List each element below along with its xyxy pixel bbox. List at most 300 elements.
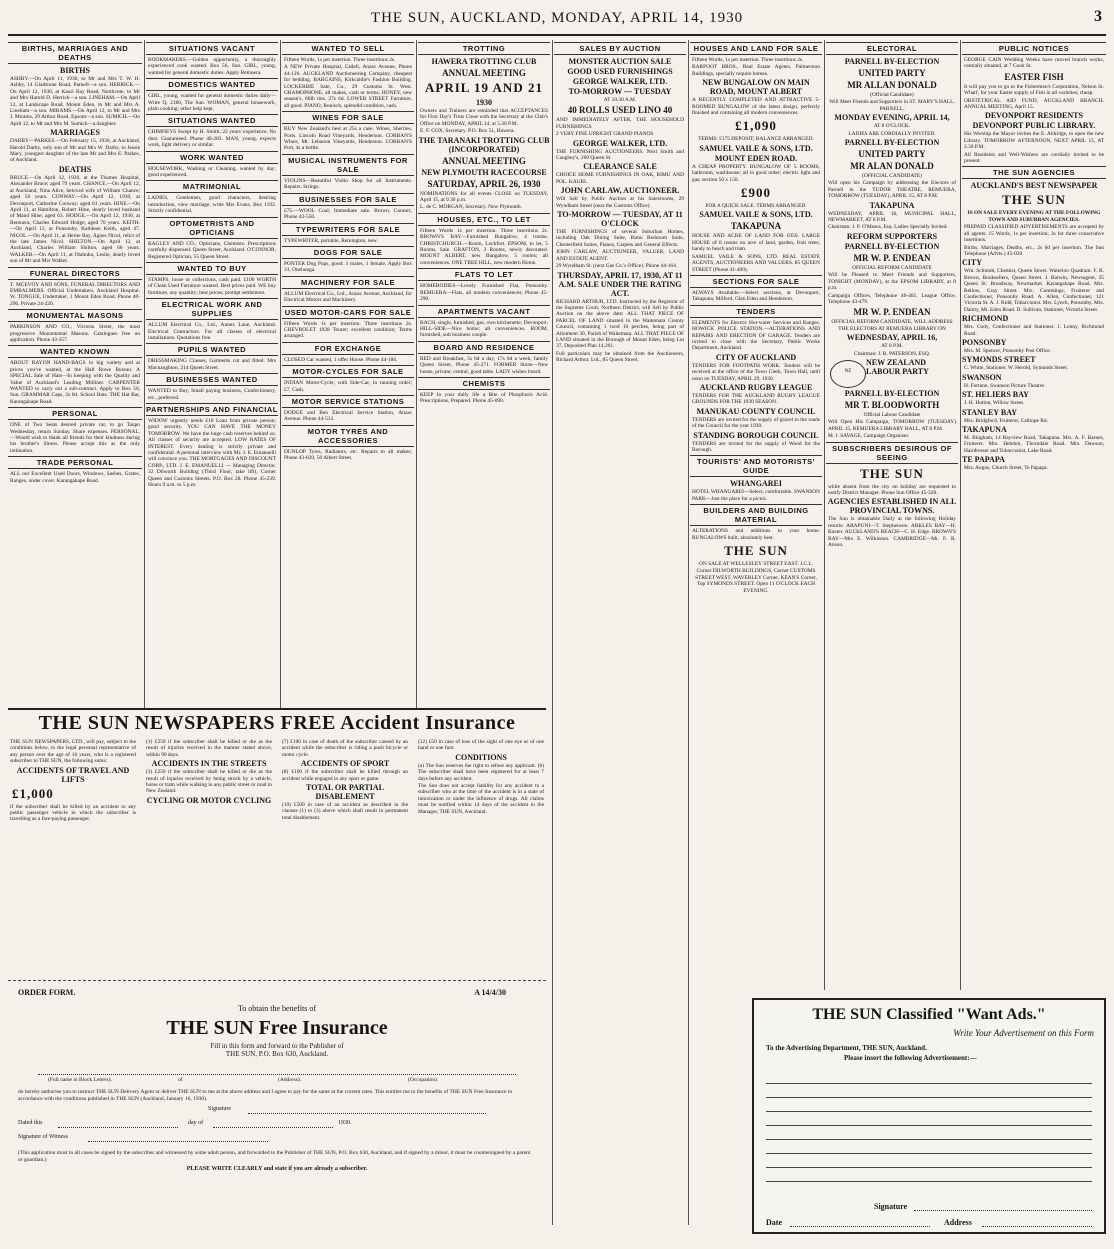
notice-title: EASTER FISH bbox=[1004, 71, 1064, 82]
sun-logo: THE SUN bbox=[860, 465, 924, 481]
ad-text: Corner DILWORTH BUILDINGS, Corner CUSTOMS STREET WEST, WAVERLEY Corner, KEAN'S Corner, Top SYMONDS STREET. Open 11 O'CLOCK EACH EVENING. bbox=[695, 568, 817, 594]
banner-rule bbox=[8, 708, 546, 710]
column-rule bbox=[688, 40, 689, 1225]
subheading: MARRIAGES bbox=[50, 128, 100, 138]
field-captions bbox=[8, 1077, 546, 1087]
insurance-text: The Sun does not accept liability for any accident to a subscriber who at the time of the accident is in a state of intoxication or under the influence of drugs. All claims must be notified within 14 days of the accident to the Manager, THE SUN, Auckland. bbox=[418, 783, 544, 815]
ad-text: DRESSMAKING Classes, Garments cut and fitted. Mrs Macnaughton, 214 Queen Street. bbox=[148, 358, 276, 371]
insurance-text: (12) £50 in case of loss of the sight of one eye or of one hand or one foot. bbox=[418, 739, 544, 752]
want-signature-label: Signature bbox=[874, 1202, 908, 1211]
ad-text: BAGLEY AND CO., Opticians, Chemists. Prescriptions carefully dispensed. Queen Street, Auckland. O'CONNOR, Registered Optician, 55 Queen Street. bbox=[148, 240, 276, 260]
labour-emblem-icon: NZ bbox=[830, 360, 866, 388]
agency-area: SYMONDS STREET bbox=[962, 355, 1036, 365]
ad-text: HOUSEWORK, Washing or Cleaning, wanted by day; good experienced. bbox=[148, 165, 276, 179]
section-heading: WANTED TO BUY bbox=[146, 262, 278, 275]
ad-text: BED and Breakfast, 5s 6d a day, 17s 6d a week, family Queen Street, Phone 45-271. FORMER Stone—New house, private; central, good table. LADY wishes board. bbox=[420, 355, 548, 375]
agency-list: Mrs. M. Spencer, Ponsonby Post Office. bbox=[964, 347, 1051, 354]
form-instruction: Fill in this form and forward to the Publisher of bbox=[210, 1042, 344, 1050]
ad-text: TENDERS are invited for the supply of gravel to the roads of the Council for the year 1930. bbox=[692, 416, 820, 430]
ad-text: ALWAYS Available.—Select sections, at Devonport, Takapuna, Milford, Glen Eden and Henderson. bbox=[692, 289, 820, 303]
ad-text: BACH, single, furnished, gas, own kitchenette; Devonport. HILL-SIDE—Nice home; all conveniences. ROOM, furnished, suit business couple. bbox=[420, 319, 548, 339]
deaths-text: BRUCE.—On April 12, 1930, at the Thames Hospital, Alexander Bruce; aged 79 years. CHANCE.—On April 12, at Auckland, Nina Alice, beloved wife of William Chance; aged 56 years. CONWAY.—On April 12, 1930, at Devonport, Catherine Conway; aged 81 years. HINE.—On April 11, at Hamilton, Robert Hine, dearly loved husband of Maud Hine; aged 63. HODGE.—On April 12, 1930, at Remuera, Charles Edward Hodge, aged 70 years. KEITH.—On April 12, at Ponsonby, Kathleen Keith, aged 47. NICOL.—On April 11, at Herne Bay, Agnes Nicol, relict of the late James Nicol. SHILTON.—On April 12, at Auckland, Charles William Shilton, aged 66 years. WALKER.—On April 11, at Otahuhu, Leslie, dearly loved son of Mr and Mrs Walker. bbox=[10, 174, 140, 265]
ad-text: E. F. COX, Secretary. P.O. Box 51, Hawera. bbox=[420, 128, 515, 135]
insurance-text: (3) £250 if the subscriber shall be killed or die as the result of injuries received by being struck by a vehicle, horse or tram while walking in any public street or road in New Zealand. bbox=[146, 769, 272, 795]
dated-label: Dated this bbox=[18, 1120, 43, 1126]
ad-text: Will Open His Campaign, TOMORROW (TUESDAY) APRIL 15, REMUERA LIBRARY HALL, AT 8 P.M. bbox=[828, 419, 956, 432]
section-heading: PERSONAL bbox=[8, 407, 142, 420]
signature-label: Signature bbox=[208, 1106, 231, 1112]
ad-text: IS ON SALE EVERY EVENING AT THE FOLLOWING TOWN AND SUBURBAN AGENCIES. bbox=[967, 210, 1101, 223]
auctioneer-name: JOHN CARLAW, AUCTIONEER. bbox=[560, 186, 680, 196]
section-heading: TOURISTS' AND MOTORISTS' GUIDE bbox=[690, 455, 822, 477]
location-name: TAKAPUNA bbox=[869, 200, 915, 210]
day-of-label: day of bbox=[188, 1120, 204, 1126]
section-heading: BUSINESSES FOR SALE bbox=[282, 193, 414, 206]
advertisement-lines[interactable] bbox=[766, 1070, 1092, 1190]
section-heading: DOMESTICS WANTED bbox=[146, 78, 278, 91]
column-rule bbox=[960, 40, 961, 990]
section-heading: MACHINERY FOR SALE bbox=[282, 276, 414, 289]
wanted-known-text: ABOUT RAYON HAND-BAGS in big variety and at prices you've wanted, at the Hall Rowe Bureau. A SPECIAL Sale of Hats—In keeping with the Quality and Value of Auckland's Leading Milliner. CARPENTER WANTED to carry out a sub-contract. Apply to Box 56, Sun. GRAMMAR Caps, 2s 6d. School Hats. THE Hat Bar, Karangahape Road. bbox=[10, 360, 140, 405]
column-rule bbox=[824, 40, 825, 990]
ad-text: WEDNESDAY, APRIL 16, MUNICIPAL HALL, NEWMARKET, AT 8 P.M. bbox=[828, 210, 956, 224]
notice-title: CITY OF AUCKLAND bbox=[715, 352, 797, 362]
section-heading: DOGS FOR SALE bbox=[282, 246, 414, 259]
agency-area: RICHMOND bbox=[962, 314, 1009, 324]
notice-title: AUCKLAND RUGBY LEAGUE bbox=[699, 382, 813, 392]
section-heading: WANTED KNOWN bbox=[8, 345, 142, 358]
agent-name: SAMUEL VAILE & SONS, LTD. bbox=[699, 143, 813, 153]
ad-text: Chairman: J. P. O'Meara, Esq. Ladies Specially Invited. bbox=[828, 224, 948, 231]
course-name: NEW PLYMOUTH RACECOURSE bbox=[421, 167, 547, 177]
sun-logo: THE SUN bbox=[1002, 192, 1066, 208]
ad-text: WANTED to Buy, Small paying business, Confectionery, etc., preferred. bbox=[148, 388, 276, 401]
ad-text: BARFOOT BROS., Real Estate Agents, Palmerston Buildings, specially require homes. bbox=[692, 64, 820, 77]
labour-block bbox=[826, 358, 958, 388]
ad-text: M. J. SAVAGE, Campaign Organiser. bbox=[828, 433, 910, 440]
ad-text: SAMUEL VAILE & SONS, LTD. REAL ESTATE AGENTS, AUCTIONEERS AND VALUERS. 85 QUEEN STREET (Phone 41-400). bbox=[692, 253, 820, 273]
listing-title: TAKAPUNA bbox=[730, 221, 782, 232]
club-name: THE TARANAKI TROTTING CLUB (INCORPORATED) bbox=[418, 135, 550, 154]
candidate-name: MR W. P. ENDEAN bbox=[853, 307, 931, 318]
section-heading: CHEMISTS bbox=[418, 377, 550, 390]
section-heading: WANTED TO SELL bbox=[282, 42, 414, 55]
agency-area: SWANSON bbox=[962, 372, 1002, 382]
ad-text: Fifteen Words, 1s per insertion. Three insertions 2s. bbox=[284, 57, 396, 63]
agency-list: C. White, Stationer. W. Herold, Symonds Street. bbox=[964, 365, 1069, 372]
funeral-text: T. MCEVOY AND SONS, FUNERAL DIRECTORS AND EMBALMERS. Official Undertakers, Auckland Hospital. W. TONGUE, Undertaker, 1 Mount Eden Road. Phone 40-296. Private 24-220. bbox=[10, 281, 140, 307]
form-title: ORDER FORM. bbox=[18, 988, 76, 997]
section-heading: TYPEWRITERS FOR SALE bbox=[282, 223, 414, 236]
insurance-text: (a) The Sun reserves the right to refuse any applicant. (b) The subscriber shall have been registered for at least 7 days before any accident. bbox=[418, 762, 544, 782]
agency-list: Wm. Schmidt, Chemist, Queen Street. Waterloo Quadrant. F. R. Brown, Booksellers, Queen Street. J. Barwin, Newsagent, 25 Queen St. Broadway, Newmarket. Karangahape Road. Mrs. Bellow, Gray Street. Mrs. Cummings, Fruiterer and Confectioner, Ponsonby Road. A. Allen, Confectioner, 121 Victoria St. A. J. Ridd, Tobacconist. Mrs. Lynch, Ponsonby. Mrs. Dainty, Mt. Eden Road. D. Sullivan, Stationer, Victoria Street. bbox=[964, 268, 1104, 313]
ad-text: NOMINATIONS for all events CLOSE on TUESDAY, April 15, at 9.30 p.m. bbox=[420, 190, 548, 204]
column-rule bbox=[552, 40, 553, 1225]
candidate-name: MR ALLAN DONALD bbox=[847, 80, 937, 90]
section-heading: USED MOTOR-CARS FOR SALE bbox=[282, 306, 414, 319]
ad-text: His Worship the Mayor invites the E. Aldridge, to open the new Library. TOMORROW AFTERNOON, NEXT APRIL 15, AT 2.30 P.M. bbox=[964, 131, 1104, 151]
column-auctions bbox=[554, 40, 686, 1220]
caption-address: (Address). bbox=[278, 1077, 302, 1083]
ad-text: Will Sell by Public Auction at his Salesrooms, 29 Wyndham Street (near the Customs Office). bbox=[556, 196, 684, 209]
section-heading: WINES FOR SALE bbox=[282, 111, 414, 124]
section-heading: SUBSCRIBERS DESIROUS OF SEEING bbox=[826, 442, 958, 464]
column-trotting bbox=[418, 40, 550, 705]
ad-text: TENDERS are invited for the supply of Wood for the Borough. bbox=[692, 440, 820, 453]
section-heading: SECTIONS FOR SALE bbox=[690, 275, 822, 288]
witness-label: Signature of Witness bbox=[18, 1134, 68, 1140]
ad-text: AND IMMEDIATELY AFTER, THE HOUSEHOLD FURNISHINGS bbox=[556, 117, 684, 130]
section-heading: SITUATIONS WANTED bbox=[146, 114, 278, 127]
caption-name: (Full name in Block Letters). bbox=[48, 1077, 112, 1083]
listing-price: £900 bbox=[741, 185, 771, 201]
ad-text: Will be Pleased to Meet Friends and Supporters, TONIGHT (MONDAY), at the EPSOM LIBRARY, at 8 p.m. bbox=[828, 272, 956, 292]
ad-text: Fifteen Words 1s per insertion. Three insertions 2s. BROWN'S BAY—Furnished Bungalow, 4 rooms. CHRISTCHURCH.—Room, Lockfort. EPSOM, to let, 5 Rooms, Sale. GRAFTON, 3 Rooms, newly decorated. MOUNT ALBERT, new Bungalow, 5 rooms; all conveniences. ONE TREE HILL, new modern Home. bbox=[420, 227, 548, 266]
insurance-subheading: ACCIDENTS OF SPORT bbox=[300, 759, 390, 769]
notice-title: STANDING BOROUGH COUNCIL bbox=[693, 430, 819, 440]
insurance-amount: £1,000 bbox=[12, 785, 54, 801]
ad-text: Full particulars may be obtained from the Auctioneers, Richard Arthur, Ltd., 85 Queen Street. bbox=[556, 350, 684, 364]
listing-title: MOUNT EDEN ROAD. bbox=[714, 153, 798, 163]
column-public-notices bbox=[962, 40, 1106, 985]
want-ads-form bbox=[752, 998, 1106, 1234]
ad-text: DODGE and Ben Electrical Service Station, Anzac Avenue. Phone 44-512. bbox=[284, 409, 412, 423]
section-heading: HOUSES, ETC., TO LET bbox=[418, 213, 550, 226]
ad-text: ELEMENTS for Electric Hot-water Services and Ranges. HOWICK POLICE STATION.—ALTERATIONS AND REPAIRS AND ERECTION OF GARAGE. Tenders are invited to close with the Secretary, Public Works Department, Auckland. bbox=[692, 319, 820, 352]
ad-text: THE FURNISHING AUCTIONEERS. Next Smith and Caughey's, 260 Queen St. bbox=[556, 148, 684, 162]
section-heading: APARTMENTS VACANT bbox=[418, 305, 550, 318]
agency-area: PONSONBY bbox=[962, 337, 1007, 347]
section-heading: MONUMENTAL MASONS bbox=[8, 309, 142, 322]
year-label: 1930. bbox=[338, 1120, 352, 1126]
form-code: A 14/4/30 bbox=[474, 988, 506, 997]
date-row bbox=[8, 1120, 546, 1134]
personal-text: ONE of Two Seats desired private car, to go Taupo Wednesday, return Sunday. Share expenses. PERSONAL.—Would wish to thank all friends for their kindness during his brother's illness. Please accept this as the only intimation. bbox=[10, 422, 140, 454]
candidate-name: MR ALAN DONALD bbox=[850, 161, 934, 172]
section-heading: MATRIMONIAL bbox=[146, 180, 278, 193]
agency-list: H. Fortune, Swanson Picture Theatre. bbox=[964, 382, 1046, 389]
want-ads-subtitle: Write Your Advertisement on this Form bbox=[953, 1028, 1094, 1038]
month-field[interactable] bbox=[213, 1127, 333, 1128]
insurance-body bbox=[8, 738, 546, 974]
club-name: HAWERA TROTTING CLUB bbox=[431, 57, 537, 66]
agent-name: SAMUEL VAILE & SONS, LTD. bbox=[699, 210, 813, 220]
section-heading: WORK WANTED bbox=[146, 151, 278, 164]
section-heading: ELECTRICAL WORK AND SUPPLIES bbox=[146, 298, 278, 320]
want-ads-insert: Please insert the following Advertisement:— bbox=[844, 1054, 977, 1062]
page-number: 3 bbox=[1094, 8, 1102, 25]
want-signature-field[interactable] bbox=[914, 1210, 1092, 1211]
auction-date: THURSDAY, APRIL 17, 1930, AT 11 A.M. SALE UNDER THE RATING ACT. bbox=[557, 270, 683, 298]
ad-text: HOTEL WHANGAREI—Select, comfortable. SWANSON PARK—Just the place for a picnic. bbox=[692, 489, 821, 502]
ad-text: GEORGE CAIN Wedding Weeks have moved branch works, centrally situated, at 7 Cook St. bbox=[964, 57, 1104, 70]
section-heading: TRADE PERSONAL bbox=[8, 456, 142, 469]
column-rule bbox=[416, 40, 417, 710]
insurance-column bbox=[144, 738, 274, 974]
section-heading: MOTOR TYRES AND ACCESSORIES bbox=[282, 425, 414, 447]
meeting-dates: APRIL 19 AND 21 bbox=[425, 80, 543, 95]
ad-text: Fifteen Words, 1s per insertion. Three insertions 2s. bbox=[692, 57, 804, 63]
column-births bbox=[8, 40, 142, 705]
ad-text: ALLUM Electrical Co., Ltd., Annex Lane, Auckland. Electrical Contractors. For all classes of electrical installations. Quotations free. bbox=[148, 322, 276, 341]
ad-text: CHOICE HOME FURNISHINGS IN OAK, RIMU AND POL. KAURI. bbox=[556, 172, 684, 185]
ad-text: ALTERATIONS and additions to your home. BUNGALOWS built, absolutely best. bbox=[692, 528, 820, 541]
form-authorisation: do hereby authorise you to instruct THE SUN Delivery Agent or deliver THE SUN to me at the above address and I agree to pay for the same at the current rates. This entitles me to the benefits of THE SUN Free Insurance in accordance with the conditions published in THE SUN (Auckland, January 16, 1930). bbox=[18, 1089, 513, 1102]
ad-text: TENDERS FOR FOOTPATH WORK. Tenders will be received at the office of the Town Clerk, Town Hall, until noon on TUESDAY, APRIL 29, 1930. bbox=[692, 362, 820, 382]
day-field[interactable] bbox=[58, 1127, 178, 1128]
insurance-text: (8) £100 if the subscriber shall be killed through an accident while engaged in any sport or game. bbox=[282, 769, 408, 782]
ad-text: VIOLINS—Beautiful Violin Shop for all Instruments. Repairs. Strings. bbox=[284, 177, 412, 191]
notice-title: DEVONPORT PUBLIC LIBRARY. bbox=[972, 121, 1096, 131]
section-heading: PUBLIC NOTICES bbox=[962, 42, 1106, 55]
masthead bbox=[8, 8, 1106, 36]
electoral-title: PARNELL BY-ELECTION bbox=[844, 241, 940, 251]
ad-text: 29 Wyndham St. (next Gas Co.'s Office). Phone 44-164. bbox=[556, 263, 678, 270]
ad-text: It will pay you to go to the Fishermen's Corporation, Nelson St. Wharf, for your Easter supply of Fish in all varieties; cheap. bbox=[964, 83, 1104, 97]
signature-field[interactable] bbox=[248, 1113, 486, 1114]
party-name: UNITED PARTY bbox=[858, 68, 926, 78]
candidate-name: MR W. P. ENDEAN bbox=[853, 252, 931, 263]
ad-text: £75.—WOOL Coal; Immediate sale. Brown, Contact, Phone 43-550. bbox=[284, 207, 412, 221]
ad-text: PONTER Dog Pups, good: 3 males, 1 female. Apply Box 31, Onehunga. bbox=[284, 260, 412, 274]
ad-text: CHIMNEYS Swept by H. Smith; 22 years' experience. No dust. Guaranteed. Phone 40-283. MAN, young, expects work, light delivery or similar. bbox=[148, 129, 276, 149]
insurance-column bbox=[416, 738, 546, 974]
ad-text: THE FURNISHINGS of several Suburban Homes, including Oak Dining Suite, Rimu Bedroom Suite, Chesterfield Suites, Pianos, Carpets and General Effects. bbox=[556, 229, 684, 248]
ad-text: Will Meet Friends and Supporters in ST. MARY'S HALL, PARNELL, bbox=[829, 99, 955, 112]
agency-list: Mrs. Bridgford, Fruiterer, Calliope Rd. bbox=[964, 417, 1048, 424]
listing-price: £1,090 bbox=[735, 118, 777, 134]
agency-list: M. Bingham, 14 Bayview Road, Takapuna. Mrs. A. F. Barnes, Fruiterer. Mrs. Hebdon, Thorndale Road. Mrs. Dawson, Hairdresser and Tobacconist, Lake Road. bbox=[964, 435, 1104, 454]
section-heading: FLATS TO LET bbox=[418, 268, 550, 281]
agency-area: CITY bbox=[962, 258, 983, 268]
insurance-subheading: CYCLING OR MOTOR CYCLING bbox=[146, 795, 272, 805]
ad-text: A CHEAP PROPERTY. BUNGALOW OF 5 ROOMS, bathroom, washhouse; all in good order; electric light and gas; section 50 x 150. bbox=[692, 163, 820, 183]
ad-text: L. de C. MORGAN, Secretary. New Plymouth. bbox=[420, 204, 522, 211]
auction-line: 40 ROLLS USED LINO 40 bbox=[567, 105, 673, 116]
auction-date: TO-MORROW — TUESDAY bbox=[568, 87, 672, 96]
ad-text: Chairman: J. B. PATERSON, ESQ. bbox=[853, 350, 931, 357]
meeting-date: MONDAY EVENING, APRIL 14, bbox=[834, 113, 950, 123]
agency-area: TAKAPUNA bbox=[962, 425, 1007, 434]
ad-text: A RECENTLY COMPLETED AND ATTRACTIVE 5-ROOMED BUNGALOW of the latest design, perfectly finished and containing all modern conveniences. bbox=[692, 97, 820, 117]
ad-text: HOMEBODIES—Lovely Furnished Flat, Ponsonby. REMUERA—Flats, all modern conveniences; Phone 45-290. bbox=[420, 283, 548, 303]
column-houses-land bbox=[690, 40, 822, 990]
ad-text: GIRL, young, wanted for general domestic duties daily—Write Q. 2186, The Sun. WOMAN, general housework, plain cooking; other help kept. bbox=[148, 93, 276, 113]
meeting-title: ANNUAL MEETING bbox=[442, 68, 526, 78]
section-heading: THE SUN AGENCIES bbox=[962, 166, 1106, 179]
subheading: AGENCIES ESTABLISHED IN ALL PROVINCIAL TOWNS. bbox=[827, 497, 957, 516]
want-date-field[interactable] bbox=[790, 1226, 930, 1227]
section-heading: OPTOMETRISTS AND OPTICIANS bbox=[146, 217, 278, 239]
trade-personal-text: ALL our Excellent Used Doors, Windows, Sashes, Grates, Ranges, under cover. Karangahape Road. bbox=[10, 471, 140, 484]
section-heading: FOR EXCHANGE bbox=[282, 342, 414, 355]
witness-row bbox=[8, 1134, 546, 1148]
ad-text: HOUSE AND ACRE OF LAND FOR £950. LARGE HOUSE of 8 rooms on acre of land, garden, fruit trees; handy to beach and tram. bbox=[692, 233, 820, 253]
auctioneer-name: GEORGE WALKER, LTD. bbox=[572, 77, 668, 86]
ad-text: OFFICIAL REFORM CANDIDATE, WILL ADDRESS THE ELECTORS AT REMUERA LIBRARY ON bbox=[831, 319, 953, 332]
party-name: NEW ZEALAND LABOUR PARTY bbox=[866, 357, 929, 376]
section-heading: ELECTORAL bbox=[826, 42, 958, 55]
subheading: DEATHS bbox=[58, 164, 92, 174]
insurance-text: (7) £100 in case of death of the subscriber caused by an accident while the subscriber is riding a push bicycle or motor cycle. bbox=[282, 739, 408, 758]
ad-text: STAMPS, loose or collections, cash paid. £100 WORTH of Clean Used Furniture wanted. Best prices paid. WE buy furniture, any quantity; best prices; prompt settlement. bbox=[148, 276, 276, 296]
ad-text: FOR A QUICK SALE. TERMS ARRANGED. bbox=[705, 203, 807, 210]
ad-text: A NEW Private Hospital, Cadell, Anzac Avenue, Phone 44-126. AUCKLAND Auctioneering Company, cheapest for bedding. BARGAINS, Kirkcaldie's Fashion Building. LOCKERBIE Sale, Co., 29 Customs St. West. GRAMOPHONE, all makes, cash or terms. HONEY, new season's, 60lb tins. 27s 6d. LOWER STREET Furniture, all good. PIANO, Ronisch, splendid condition, cash. bbox=[284, 64, 412, 109]
name-field[interactable] bbox=[38, 1064, 516, 1075]
ad-text: RICHARD ARTHUR, LTD. Instructed by the Registrar of the Supreme Court, Northern District, will Sell by Public Auction on the above date: ALL THAT PIECE OF PARCEL OF LAND situated in the Waitemata County Council, containing 1 rood 16 perches, being part of Allotment 30, Parish of Waitemata. ALL THAT PIECE OF LAND situated in the Borough of Mount Eden, being Lot 37, Deposited Plan 14,261. bbox=[556, 298, 684, 350]
section-heading: SITUATIONS VACANT bbox=[146, 42, 278, 55]
want-ads-to: To the Advertising Department, THE SUN, Auckland. bbox=[766, 1044, 927, 1052]
caption-occupation: (Occupation). bbox=[408, 1077, 439, 1083]
auction-title: MONSTER AUCTION SALE bbox=[568, 57, 672, 66]
electoral-title: PARNELL BY-ELECTION bbox=[844, 57, 940, 66]
caption-of: of bbox=[178, 1077, 183, 1083]
section-heading: TROTTING bbox=[418, 42, 550, 55]
electoral-title: PARNELL BY-ELECTION bbox=[844, 388, 940, 398]
insurance-subheading: ACCIDENTS OF TRAVEL AND LIFTS bbox=[16, 765, 130, 784]
section-heading: BIRTHS, MARRIAGES AND DEATHS bbox=[8, 42, 142, 64]
auction-date: TO-MORROW — TUESDAY, AT 11 O'CLOCK bbox=[557, 210, 683, 229]
agency-list: Mrs. Cody, Confectioner and Stationer. J. Lenny, Richmond Road. bbox=[964, 324, 1104, 337]
ad-text: OBSTETRICAL AID FUND, AUCKLAND BRANCH. ANNUAL MEETING, April 15. bbox=[964, 97, 1104, 111]
ad-text: ALLUM Electrical Co., Ltd., Anzac Avenue, Auckland, for Electrical Motors and Machinery. bbox=[284, 290, 412, 304]
section-heading: PUPILS WANTED bbox=[146, 343, 278, 356]
agency-list: Mrs. Angus, Church Street, Te Papapa. bbox=[964, 465, 1048, 472]
form-header bbox=[8, 988, 546, 1002]
column-wanted-to-sell bbox=[282, 40, 414, 705]
column-electoral bbox=[826, 40, 958, 985]
section-heading: BUSINESSES WANTED bbox=[146, 373, 278, 386]
form-note: (This application must in all cases be signed by the subscriber and witnessed by some adult person, and forwarded to the Publisher of THE SUN, P.O. Box 630, Auckland, and if signed by a minor, it must be countersigned by a parent or guardian.) bbox=[18, 1150, 531, 1163]
notice-title: MANUKAU COUNTY COUNCIL bbox=[696, 406, 816, 416]
meeting-year: 1930 bbox=[476, 98, 492, 107]
ad-text: BOOKMAKERS.—Golden opportunity, a thoroughly experienced cook wanted. Box 56, Sun. GIRL, young, wanted for general domestic duties. Apply Remuera. bbox=[148, 57, 276, 76]
auctioneer-name: GEORGE WALKER, LTD. bbox=[572, 138, 668, 148]
agency-list: J. H. Hutton, Willow Street. bbox=[964, 400, 1025, 407]
section-heading: BUILDERS AND BUILDING MATERIAL bbox=[690, 504, 822, 526]
ad-text: KEEP In your dully life a Bite of Phosphoric Acid. Prescriptions, Prepared. Phone 45-090. bbox=[420, 391, 548, 405]
ad-text: WIDOW urgently needs £10 Loan from private person; good security. YOU CAN HAVE THE MONEY TOMORROW. We have the huge cash reserves behind us. All classes of security are accepted. LOW RATES OF INTEREST. Every dealing is strictly private and confidential. A personal interview with Mr. J. E. Emanuelli will convince you. THE MORTGAGES AND DISCOUNT CORP., LTD. J. E. EMANUELLI — Managing Director. 32 Dilworth Building (Third Floor, take lift), Corner Queen and Customs Streets. P.O. Box 28. Phone 45-239. Hours 9 a.m. to 5 p.m. bbox=[148, 417, 276, 489]
form-heading: THE SUN Free Insurance bbox=[166, 1017, 388, 1039]
insurance-order-form bbox=[8, 988, 546, 1228]
insurance-subheading: CONDITIONS bbox=[455, 752, 507, 762]
subheading: AUCKLAND'S BEST NEWSPAPER bbox=[970, 181, 1098, 191]
ad-text: 2 VERY FINE UPRIGHT GRAND PIANOS bbox=[556, 131, 654, 138]
ad-text: CLOSED Car wanted, 1 offer House. Phone 44-186. bbox=[284, 356, 398, 363]
section-heading: FUNERAL DIRECTORS bbox=[8, 267, 142, 280]
want-address-label: Address bbox=[944, 1218, 972, 1227]
form-address: THE SUN, P.O. Box 630, Auckland. bbox=[225, 1050, 329, 1058]
section-heading: BOARD AND RESIDENCE bbox=[418, 341, 550, 354]
subheading: WHANGAREI bbox=[729, 479, 782, 489]
ad-text: (Official Candidate) bbox=[870, 92, 914, 98]
agency-area: STANLEY BAY bbox=[962, 407, 1018, 417]
candidate-name: MR T. BLOODWORTH bbox=[844, 399, 940, 410]
listing-title: NEW BUNGALOW ON MAIN ROAD, MOUNT ALBERT bbox=[702, 78, 810, 97]
masthead-title: THE SUN, AUCKLAND, MONDAY, APRIL 14, 1930 bbox=[370, 10, 744, 26]
ad-text: AT 10.30 A.M. bbox=[603, 97, 637, 103]
column-rule bbox=[280, 40, 281, 710]
section-heading: SALES BY AUCTION bbox=[554, 42, 686, 55]
ad-text: TENDERS FOR THE AUCKLAND RUGBY LEAGUE GROUNDS FOR THE 1930 SEASON. bbox=[692, 392, 820, 406]
ad-text: Will open his Campaign by addressing the Electors of Parnell in the TUDOR THEATRE, REMUERA, TOMORROW (TUESDAY), APRIL 15, AT 8 P.M. bbox=[828, 180, 956, 200]
ad-text: The Sun is obtainable Daily at the following Holiday resorts: ARAPUNI—T. Stephenson. ARKLES BAY—H. Baxter. AUCKLAND'S BEACH—C. H. Edge. BROWN'S BAY—Mrs E. Wilkinson. CAMBRIDGE—Mr. F. R. Anson. bbox=[828, 516, 956, 548]
ad-text: TYPEWRITER, portable, Remington, new. bbox=[284, 237, 378, 244]
section-heading: HOUSES AND LAND FOR SALE bbox=[690, 42, 822, 55]
auction-line: GOOD USED FURNISHINGS bbox=[567, 67, 673, 76]
ad-text: All Residents and Well-Wishers are cordially invited to be present. bbox=[964, 151, 1104, 165]
ad-text: LADIES ARE CORDIALLY INVITED. bbox=[848, 130, 936, 137]
ad-text: LADIES, Gentlemen, good characters, desiring introduction, view marriage, write Mrs Evans, Box 1192. Strictly confidential. bbox=[148, 195, 276, 215]
insurance-text: if the subscriber shall be killed by an accident to any public passenger vehicle in which the subscriber is travelling as a fare-paying passenger. bbox=[10, 803, 136, 823]
want-date-label: Date bbox=[766, 1218, 782, 1227]
column-rule bbox=[144, 40, 145, 710]
ad-text: TERMS: £175 DEPOSIT; BALANCE ARRANGED. bbox=[698, 136, 814, 143]
notice-title: DEVONPORT RESIDENTS bbox=[985, 111, 1083, 121]
section-heading: MUSICAL INSTRUMENTS FOR SALE bbox=[282, 154, 414, 176]
electoral-title: REFORM SUPPORTERS bbox=[846, 231, 938, 241]
electoral-title: PARNELL BY-ELECTION bbox=[844, 138, 940, 148]
ad-text: Official Labour Candidate bbox=[863, 411, 921, 418]
section-heading: PARTNERSHIPS AND FINANCIAL bbox=[146, 404, 278, 414]
insurance-column bbox=[8, 738, 138, 974]
insurance-banner: THE SUN NEWSPAPERS FREE Accident Insurance bbox=[38, 712, 516, 734]
section-heading: MOTOR SERVICE STATIONS bbox=[282, 395, 414, 408]
insurance-text: THE SUN NEWSPAPERS, LTD., will pay, subject to the conditions below, to the legal personal representative of any person over the age of 16 years, who is a registered subscriber to THE SUN, the following sums: bbox=[10, 739, 136, 765]
meeting-date: SATURDAY, APRIL 26, 1930 bbox=[427, 178, 541, 189]
insurance-text: (1) £250 if the subscriber shall be killed or die as the result of injuries received in the manner stated above, within 90 days. bbox=[146, 739, 272, 758]
ad-text: AT 8 O'CLOCK. bbox=[873, 123, 911, 130]
ad-text: Fifteen Words 1s per insertion. Three insertions 2s. CHEVROLET 1928 Tourer; excellent condition; Terms arranged. bbox=[284, 320, 412, 340]
section-heading: MOTOR-CYCLES FOR SALE bbox=[282, 365, 414, 378]
form-intro: To obtain the benefits of bbox=[237, 1004, 317, 1013]
ad-text: DUNLOP Tyres, Radiators, etc. Repairs to all makes; Phone 43-820, 50 Albert Street. bbox=[284, 448, 412, 462]
ad-text: JOHN CARLAW, AUCTIONEER, VALUER, LAND AND ESTATE AGENT. bbox=[556, 249, 684, 262]
ad-text: INDIAN Motor-Cycle, with Side-Car, in running order; £7. Cash. bbox=[284, 380, 412, 393]
column-situations bbox=[146, 40, 278, 705]
section-heading: TENDERS bbox=[690, 305, 822, 318]
insurance-subheading: TOTAL OR PARTIAL DISABLEMENT bbox=[306, 783, 384, 802]
agency-area: TE PAPAPA bbox=[962, 455, 1005, 465]
party-name: UNITED PARTY bbox=[858, 149, 926, 160]
meeting-date: WEDNESDAY, APRIL 16, bbox=[846, 333, 938, 343]
cut-line bbox=[8, 980, 546, 981]
insurance-subheading: ACCIDENTS IN THE STREETS bbox=[151, 759, 267, 769]
ad-text: OFFICIAL REFORM CANDIDATE bbox=[852, 264, 932, 271]
insurance-column bbox=[280, 738, 410, 974]
ad-text: AT 8 P.M. bbox=[881, 343, 903, 350]
marriages-text: DARBY—PARKES.—On February 15, 1930, at Auckland, Harold Darby, only son of Mr and Mrs W. Darby, to Jessie Mary, youngest daughter of the late Mr and Mrs E. Parkes, of Auckland. bbox=[10, 138, 140, 164]
form-footer: PLEASE WRITE CLEARLY and state if you are already a subscriber. bbox=[186, 1166, 368, 1172]
ad-text: (OFFICIAL CANDIDATE) bbox=[862, 173, 922, 180]
subheading: BIRTHS bbox=[60, 66, 90, 75]
ad-text: Campaign Offices, Telephone 46-461. League Office, Telephone 43-479. bbox=[828, 292, 956, 305]
ad-text: ON SALE AT WELLESLEY STREET EAST. J.C.L. bbox=[698, 561, 814, 568]
ad-text: while absent from the city on holiday are requested to notify District Manager. Phone Sun Office 45-320. bbox=[828, 483, 956, 496]
ad-text: Owners and Trainers are reminded that ACCEPTANCES for First Day's Trots Close with the Secretary at the Club's Office on MONDAY, APRIL 14, at 5.30 P.M. bbox=[420, 108, 548, 127]
monumental-text: PARKINSON AND CO., Victoria Street, the most progressive Monumental Masons. Catalogues free on application. Phone 43-357. bbox=[10, 324, 140, 343]
meeting-title: ANNUAL MEETING bbox=[442, 155, 526, 166]
insurance-text: (10) £500 in case of an accident as described in the clauses (1) to (3) above which shall result in permanent total disablement. bbox=[282, 802, 408, 821]
sun-logo: THE SUN bbox=[724, 543, 788, 559]
ad-text: BUY New Zealand's best at 25s a case. Wines, Sherries, Ports. Lincoln Road Vineyards, Henderson. CORBAN'S Wines, Mt. Lebanon Vineyards, Henderson. CORBAN'S Port, 4s a bottle. bbox=[284, 126, 412, 152]
births-text: ASHBY.—On April 11, 1930, to Mr and Mrs T. W. H. Ashby, 14 Gladstone Road, Parnell—a son. HERRICK.—On April 12, 1930, at Kauri Bay Road, Northcote, to Mr and Mrs Harold D. Herrick—a son. LINEHAM.—On April 12, at Landscape Road, Mount Eden, to Mr and Mrs A. Lineham—a son. MIRAMS.—On April 12, to Mr and Mrs J. Mirams, 29 Arthur Road, Epsom—a son. SUMICH.—On April 12, to Mr and Mrs M. Sumich—a daughter. bbox=[10, 76, 140, 127]
signature-row bbox=[8, 1106, 546, 1120]
ad-text: PREPAID CLASSIFIED ADVERTISEMENTS are accepted by all agents: 15 Words, 1s per insertion; 3s for three consecutive insertions. bbox=[964, 224, 1104, 244]
want-address-field[interactable] bbox=[982, 1226, 1092, 1227]
witness-field[interactable] bbox=[88, 1141, 268, 1142]
auction-title: CLEARANCE SALE bbox=[583, 162, 657, 172]
